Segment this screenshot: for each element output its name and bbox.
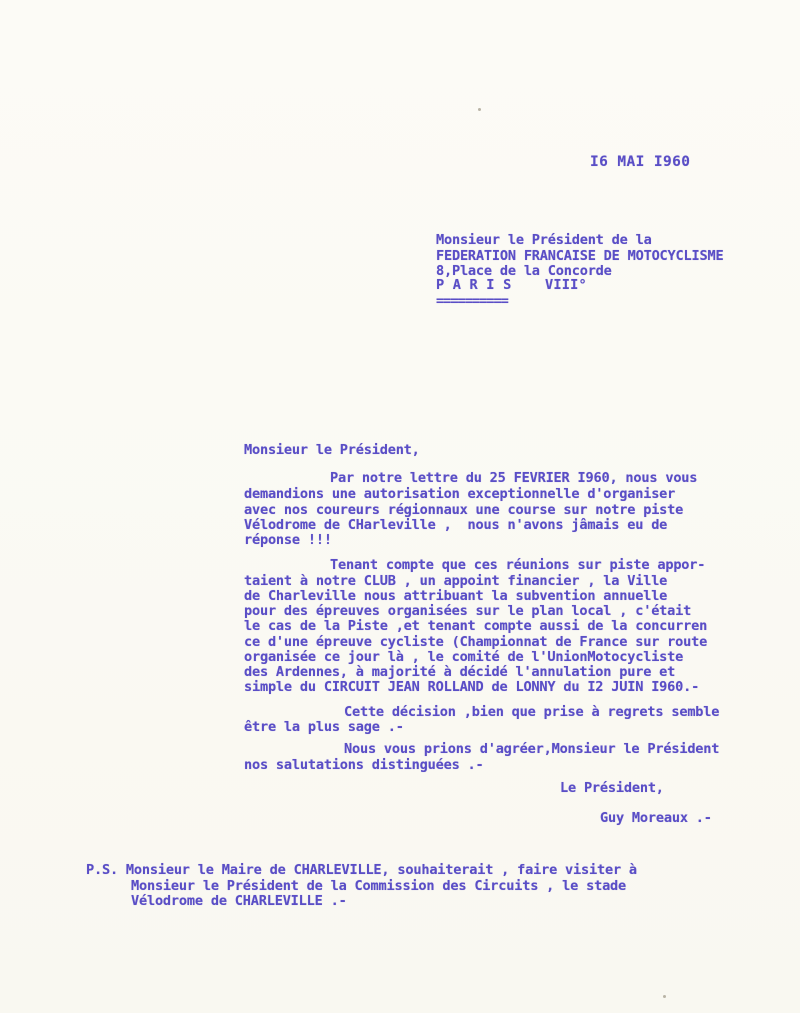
paragraph-2-line: ce d'une épreuve cycliste (Championnat de France sur route [244, 634, 708, 650]
paragraph-4-line: nos salutations distinguées .- [244, 757, 484, 773]
paragraph-1-line: Par notre lettre du 25 FEVRIER I960, nous vous [330, 470, 698, 486]
recipient-line-4: P A R I S VIII° [436, 277, 587, 293]
paragraph-4-line: Nous vous prions d'agréer,Monsieur le Président [344, 741, 720, 757]
postscript-line: Monsieur le Président de la Commission des Circuits , le stade [131, 878, 627, 894]
paragraph-2-line: de Charleville nous attribuant la subvention annuelle [244, 588, 668, 604]
postscript-line: Vélodrome de CHARLEVILLE .- [131, 893, 347, 909]
recipient-line-2: FEDERATION FRANCAISE DE MOTOCYCLISME [436, 248, 724, 264]
paragraph-2-line: le cas de la Piste ,et tenant compte aussi de la concurren [244, 618, 708, 634]
signature-name: Guy Moreaux .- [600, 810, 712, 826]
recipient-line-1: Monsieur le Président de la [436, 232, 652, 248]
paragraph-2-line: organisée ce jour là , le comité de l'UnionMotocycliste [244, 649, 684, 665]
closing-title: Le Président, [560, 780, 664, 796]
paper-speck [663, 995, 666, 998]
paragraph-2-line: Tenant compte que ces réunions sur piste appor- [330, 557, 706, 573]
letter-date: I6 MAI I960 [590, 154, 691, 170]
salutation: Monsieur le Président, [244, 442, 420, 458]
paragraph-2-line: pour des épreuves organisées sur le plan local , c'était [244, 603, 692, 619]
paragraph-1-line: demandions une autorisation exceptionnelle d'organiser [244, 486, 676, 502]
recipient-line-3: 8,Place de la Concorde [436, 263, 612, 279]
paragraph-3-line: être la plus sage .- [244, 719, 404, 735]
paragraph-3-line: Cette décision ,bien que prise à regrets semble [344, 704, 720, 720]
paragraph-2-line: taient à notre CLUB , un appoint financier , la Ville [244, 573, 668, 589]
paragraph-2-line: des Ardennes, à majorité à décidé l'annulation pure et [244, 664, 676, 680]
paragraph-2-line: simple du CIRCUIT JEAN ROLLAND de LONNY du I2 JUIN I960.- [244, 679, 700, 695]
postscript-line: P.S. Monsieur le Maire de CHARLEVILLE, souhaiterait , faire visiter à [86, 862, 637, 878]
paragraph-1-line: Vélodrome de CHarleville , nous n'avons jâmais eu de [244, 517, 668, 533]
paragraph-1-line: réponse !!! [244, 532, 332, 548]
paragraph-1-line: avec nos coureurs régionnaux une course sur notre piste [244, 502, 684, 518]
recipient-underline: ========== [436, 293, 508, 309]
paper-speck [478, 108, 481, 111]
